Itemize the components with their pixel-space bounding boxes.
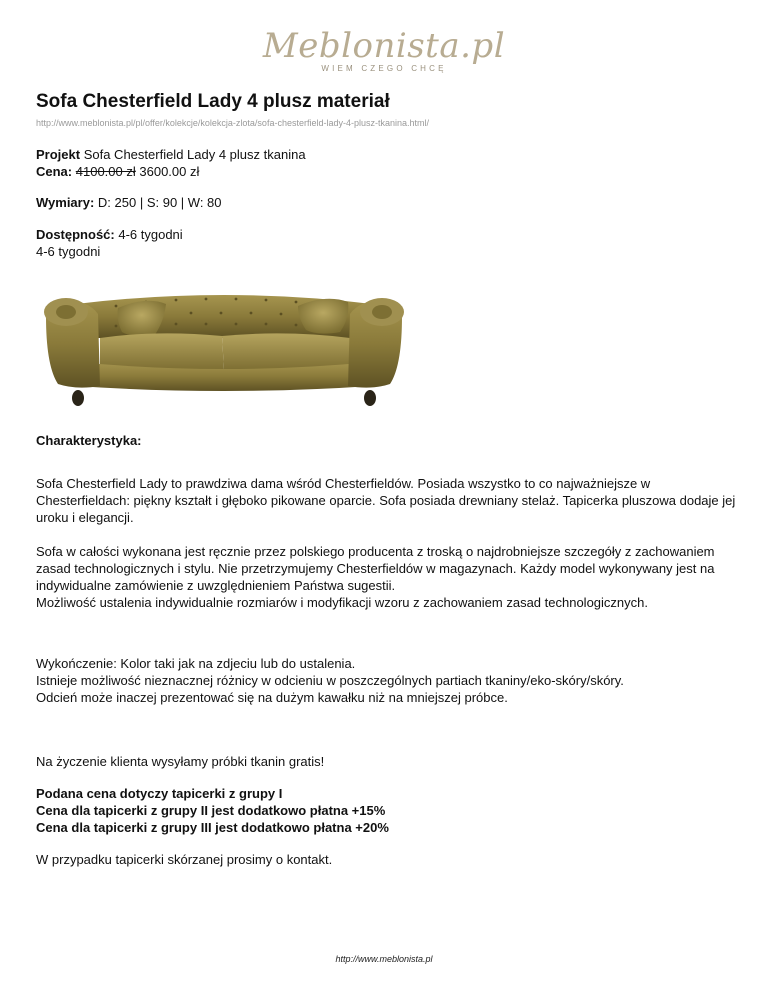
price-group-text: Cena dla tapicerki z grupy II jest dodatkowo płatna +15% [36, 803, 386, 818]
site-logo[interactable] [0, 28, 768, 73]
section-heading: Charakterystyka: [36, 433, 142, 448]
price-label: Cena: [36, 164, 73, 179]
contact-text: W przypadku tapicerki skórzanej prosimy o kontakt. [36, 852, 333, 867]
finish-text: Odcień może inaczej prezentować się na dużym kawałku niż na mniejszej próbce. [36, 690, 508, 705]
description-text: Możliwość ustalenia indywidualnie rozmiarów i modyfikacji wzoru z zachowaniem zasad technologicznych. [36, 595, 648, 610]
availability-value: 4-6 tygodni [118, 227, 183, 242]
finish-text: Istnieje możliwość nieznacznej różnicy w odcieniu w poszczególnych partiach tkaniny/eko-skóry/skóry. [36, 673, 624, 688]
description-paragraph-1: Sofa Chesterfield Lady to prawdziwa dama wśród Chesterfieldów. Posiada wszystko to co najważniejsze w Chesterfieldach: piękny kształt i głęboko pikowane oparcie. Sofa posiada drewniany stelaż. Tapicerka pluszowa dodaje jej uroku i elegancji. [36, 476, 736, 525]
finish-text: Wykończenie: Kolor taki jak na zdjeciu lub do ustalenia. [36, 656, 356, 671]
availability-value-secondary: 4-6 tygodni [36, 244, 101, 259]
availability-block [36, 226, 183, 260]
product-url[interactable]: http://www.meblonista.pl/pl/offer/kolekcje/kolekcja-zlota/sofa-chesterfield-lady-4-plusz-tkanina.html/ [36, 118, 430, 128]
samples-text: Na życzenie klienta wysyłamy próbki tkanin gratis! [36, 754, 325, 769]
dimensions-block [36, 194, 222, 211]
project-label: Projekt [36, 147, 81, 162]
page-title: Sofa Chesterfield Lady 4 plusz materiał [36, 91, 390, 112]
sofa-illustration [36, 266, 412, 416]
price-old: 4100.00 zł [75, 164, 136, 179]
product-image [36, 266, 412, 416]
price-groups [36, 785, 736, 836]
logo-wordmark: Meblonista.pl [262, 26, 506, 66]
project-block [36, 146, 306, 180]
price-group-text: Podana cena dotyczy tapicerki z grupy I [36, 786, 283, 801]
logo-tagline: WIEM CZEGO CHCĘ [321, 64, 447, 73]
project-value: Sofa Chesterfield Lady 4 plusz tkanina [83, 147, 306, 162]
price-new: 3600.00 zł [139, 164, 200, 179]
dimensions-value: D: 250 | S: 90 | W: 80 [97, 195, 222, 210]
description-text: Sofa w całości wykonana jest ręcznie przez polskiego producenta z troską o najdrobniejsze szczegóły z zachowaniem zasad technologicznych i stylu. Nie przetrzymujemy Chesterfieldów w magazynach. Każdy model wykonywany jest na indywidualne zamówienie z uwzględnieniem Państwa sugestii. [36, 544, 715, 593]
availability-label: Dostępność: [36, 227, 115, 242]
description-paragraph-2 [36, 543, 736, 611]
price-group-text: Cena dla tapicerki z grupy III jest dodatkowo płatna +20% [36, 820, 389, 835]
dimensions-label: Wymiary: [36, 195, 95, 210]
finish-paragraph [36, 655, 736, 706]
footer-url[interactable]: http://www.meblonista.pl [335, 954, 433, 964]
